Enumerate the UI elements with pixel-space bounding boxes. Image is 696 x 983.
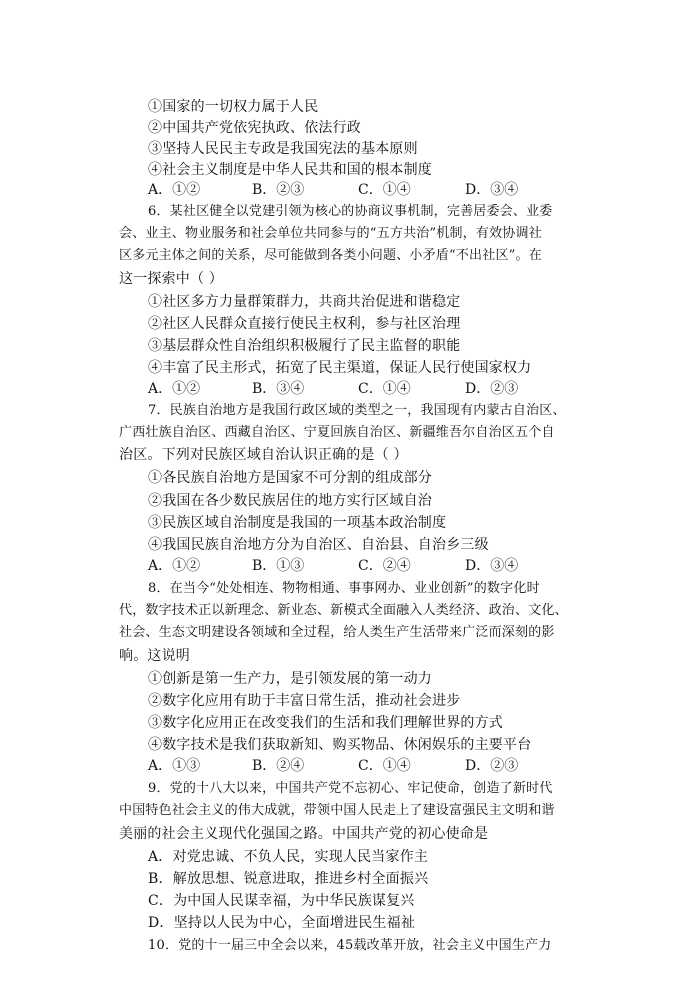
q7-item-4: ④我国民族自治地方分为自治区、自治县、自治乡三级	[148, 537, 489, 553]
q6-stem-line: 6．某社区健全以党建引领为核心的协商议事机制，完善居委会、业委	[148, 204, 553, 219]
q8-item-1: ①创新是第一生产力，是引领发展的第一动力	[148, 671, 432, 687]
q9-choice-b: B．解放思想、锐意进取，推进乡村全面振兴	[148, 871, 429, 887]
q9-choice-d: D．坚持以人民为中心，全面增进民生福祉	[148, 915, 416, 931]
q7-item-2: ②我国在各少数民族居住的地方实行区域自治	[148, 493, 432, 509]
q5-item-1: ①国家的一切权力属于人民	[148, 99, 319, 115]
q5-option-b: B．②③	[252, 182, 305, 198]
q9-choice-c: C．为中国人民谋幸福，为中华民族谋复兴	[148, 893, 415, 909]
q8-stem-line: 社会、生态文明建设各领域和全过程，给人类生产生活带来广泛而深刻的影	[119, 625, 555, 640]
q8-stem-line: 代，数字技术正以新理念、新业态、新模式全面融入人类经济、政治、文化、	[119, 603, 568, 618]
q7-stem-line: 广西壮族自治区、西藏自治区、宁夏回族自治区、新疆维吾尔自治区五个自	[119, 425, 555, 440]
q8-item-4: ④数字技术是我们获取新知、购买物品、休闲娱乐的主要平台	[148, 737, 532, 753]
q8-option-d: D．②③	[465, 758, 519, 774]
q7-item-1: ①各民族自治地方是国家不可分割的组成部分	[148, 470, 432, 486]
q6-option-c: C．①④	[358, 381, 411, 397]
q6-item-3: ③基层群众性自治组织积极履行了民主监督的职能	[148, 338, 461, 354]
q6-option-b: B．③④	[252, 381, 305, 397]
q5-item-2: ②中国共产党依宪执政、依法行政	[148, 120, 361, 136]
q6-item-1: ①社区多方力量群策群力，共商共治促进和谐稳定	[148, 294, 461, 310]
q8-item-2: ②数字化应用有助于丰富日常生活，推动社会进步	[148, 693, 461, 709]
q5-item-3: ③坚持人民民主专政是我国宪法的基本原则	[148, 141, 418, 157]
q9-choice-a: A．对党忠诚、不负人民，实现人民当家作主	[148, 849, 429, 865]
q6-stem-line: 区多元主体之间的关系，尽可能做到各类小问题、小矛盾“不出社区”。在	[119, 248, 542, 263]
q9-stem-line: 美丽的社会主义现代化强国之路。中国共产党的初心使命是	[119, 826, 489, 842]
q9-stem-line: 中国特色社会主义的伟大成就，带领中国人民走上了建设富强民主文明和谐	[119, 803, 555, 818]
q7-option-a: A．①②	[148, 558, 201, 574]
q8-option-a: A．①③	[148, 758, 201, 774]
q10-stem-line: 10．党的十一届三中全会以来，45载改革开放，社会主义中国生产力	[148, 938, 552, 953]
q5-option-d: D．③④	[465, 182, 519, 198]
q7-item-3: ③民族区域自治制度是我国的一项基本政治制度	[148, 515, 447, 531]
q6-stem-line: 这一探索中（ ）	[119, 271, 224, 287]
q7-option-c: C．②④	[358, 558, 411, 574]
q7-option-d: D．③④	[465, 558, 519, 574]
q6-option-a: A．①②	[148, 381, 201, 397]
q8-option-c: C．①④	[358, 758, 411, 774]
q6-option-d: D．②③	[465, 381, 519, 397]
q7-stem-line: 治区。下列对民族区域自治认识正确的是（ ）	[119, 447, 408, 463]
q8-stem-line: 响。这说明	[119, 648, 190, 664]
q6-stem-line: 会、业主、物业服务和社会单位共同参与的“五方共治”机制，有效协调社	[119, 226, 542, 241]
q7-stem-line: 7．民族自治地方是我国行政区域的类型之一，我国现有内蒙古自治区、	[148, 403, 566, 418]
q6-item-2: ②社区人民群众直接行使民主权利，参与社区治理	[148, 316, 461, 332]
q6-item-4: ④丰富了民主形式，拓宽了民主渠道，保证人民行使国家权力	[148, 360, 532, 376]
q5-option-a: A．①②	[148, 182, 201, 198]
q5-option-c: C．①④	[358, 182, 411, 198]
q8-stem-line: 8．在当今“处处相连、物物相通、事事网办、业业创新”的数字化时	[148, 581, 540, 596]
q5-item-4: ④社会主义制度是中华人民共和国的根本制度	[148, 162, 432, 178]
q9-stem-line: 9．党的十八大以来，中国共产党不忘初心、牢记使命，创造了新时代	[148, 781, 553, 796]
q7-option-b: B．①③	[252, 558, 305, 574]
q8-item-3: ③数字化应用正在改变我们的生活和我们理解世界的方式	[148, 715, 503, 731]
q8-option-b: B．②④	[252, 758, 305, 774]
